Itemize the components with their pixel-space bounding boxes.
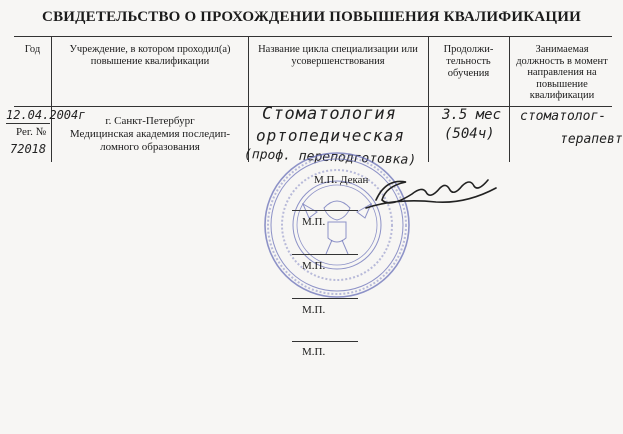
- institution-city: г. Санкт-Петербург: [105, 115, 195, 127]
- signature-line: [292, 298, 358, 299]
- institution-name-line2: ломного образования: [100, 141, 200, 153]
- mp-label-2: М.П.: [302, 260, 326, 272]
- date-handwritten: 12.04.2004г: [6, 108, 86, 122]
- column-divider: [51, 36, 52, 162]
- mp-dean-label: М.П. Декан: [314, 174, 369, 186]
- position-handwritten-line1: стоматолог-: [520, 109, 607, 124]
- header-cycle: Название цикла специализации или усовершенствования: [258, 44, 418, 67]
- header-duration: Продолжи-тельность обучения: [443, 44, 494, 79]
- mp-label-4: М.П.: [302, 346, 326, 358]
- page-title: СВИДЕТЕЛЬСТВО О ПРОХОЖДЕНИИ ПОВЫШЕНИЯ КВАЛИФИКАЦИИ: [42, 9, 581, 25]
- mp-label-1: М.П.: [302, 216, 326, 228]
- cycle-handwritten-line2: ортопедическая: [256, 126, 405, 145]
- header-year: Год: [24, 44, 41, 55]
- cycle-handwritten-line1: Стоматология: [262, 104, 397, 124]
- cycle-handwritten-line3: (проф. переподготовка): [243, 146, 417, 169]
- column-divider: [509, 36, 510, 162]
- header-position: Занимаемая должность в момент направления на повышение квалификации: [516, 44, 608, 101]
- date-underline: [6, 123, 50, 124]
- signature-line: [292, 341, 358, 342]
- reg-label: Рег. №: [16, 126, 47, 138]
- signature-line: [292, 210, 358, 211]
- signature-line: [292, 254, 358, 255]
- duration-handwritten-line1: 3.5 мес: [442, 107, 502, 123]
- reg-number-handwritten: 72018: [10, 142, 47, 156]
- column-divider: [248, 36, 249, 162]
- mp-label-3: М.П.: [302, 304, 326, 316]
- duration-handwritten-line2: (504ч): [444, 126, 495, 142]
- position-handwritten-line2: терапевт: [560, 132, 623, 147]
- table-top-border: [14, 36, 612, 37]
- header-institution: Учреждение, в котором проходил(а) повышение квалификации: [69, 44, 231, 67]
- column-divider: [428, 36, 429, 162]
- institution-name-line1: Медицинская академия последип-: [69, 128, 231, 140]
